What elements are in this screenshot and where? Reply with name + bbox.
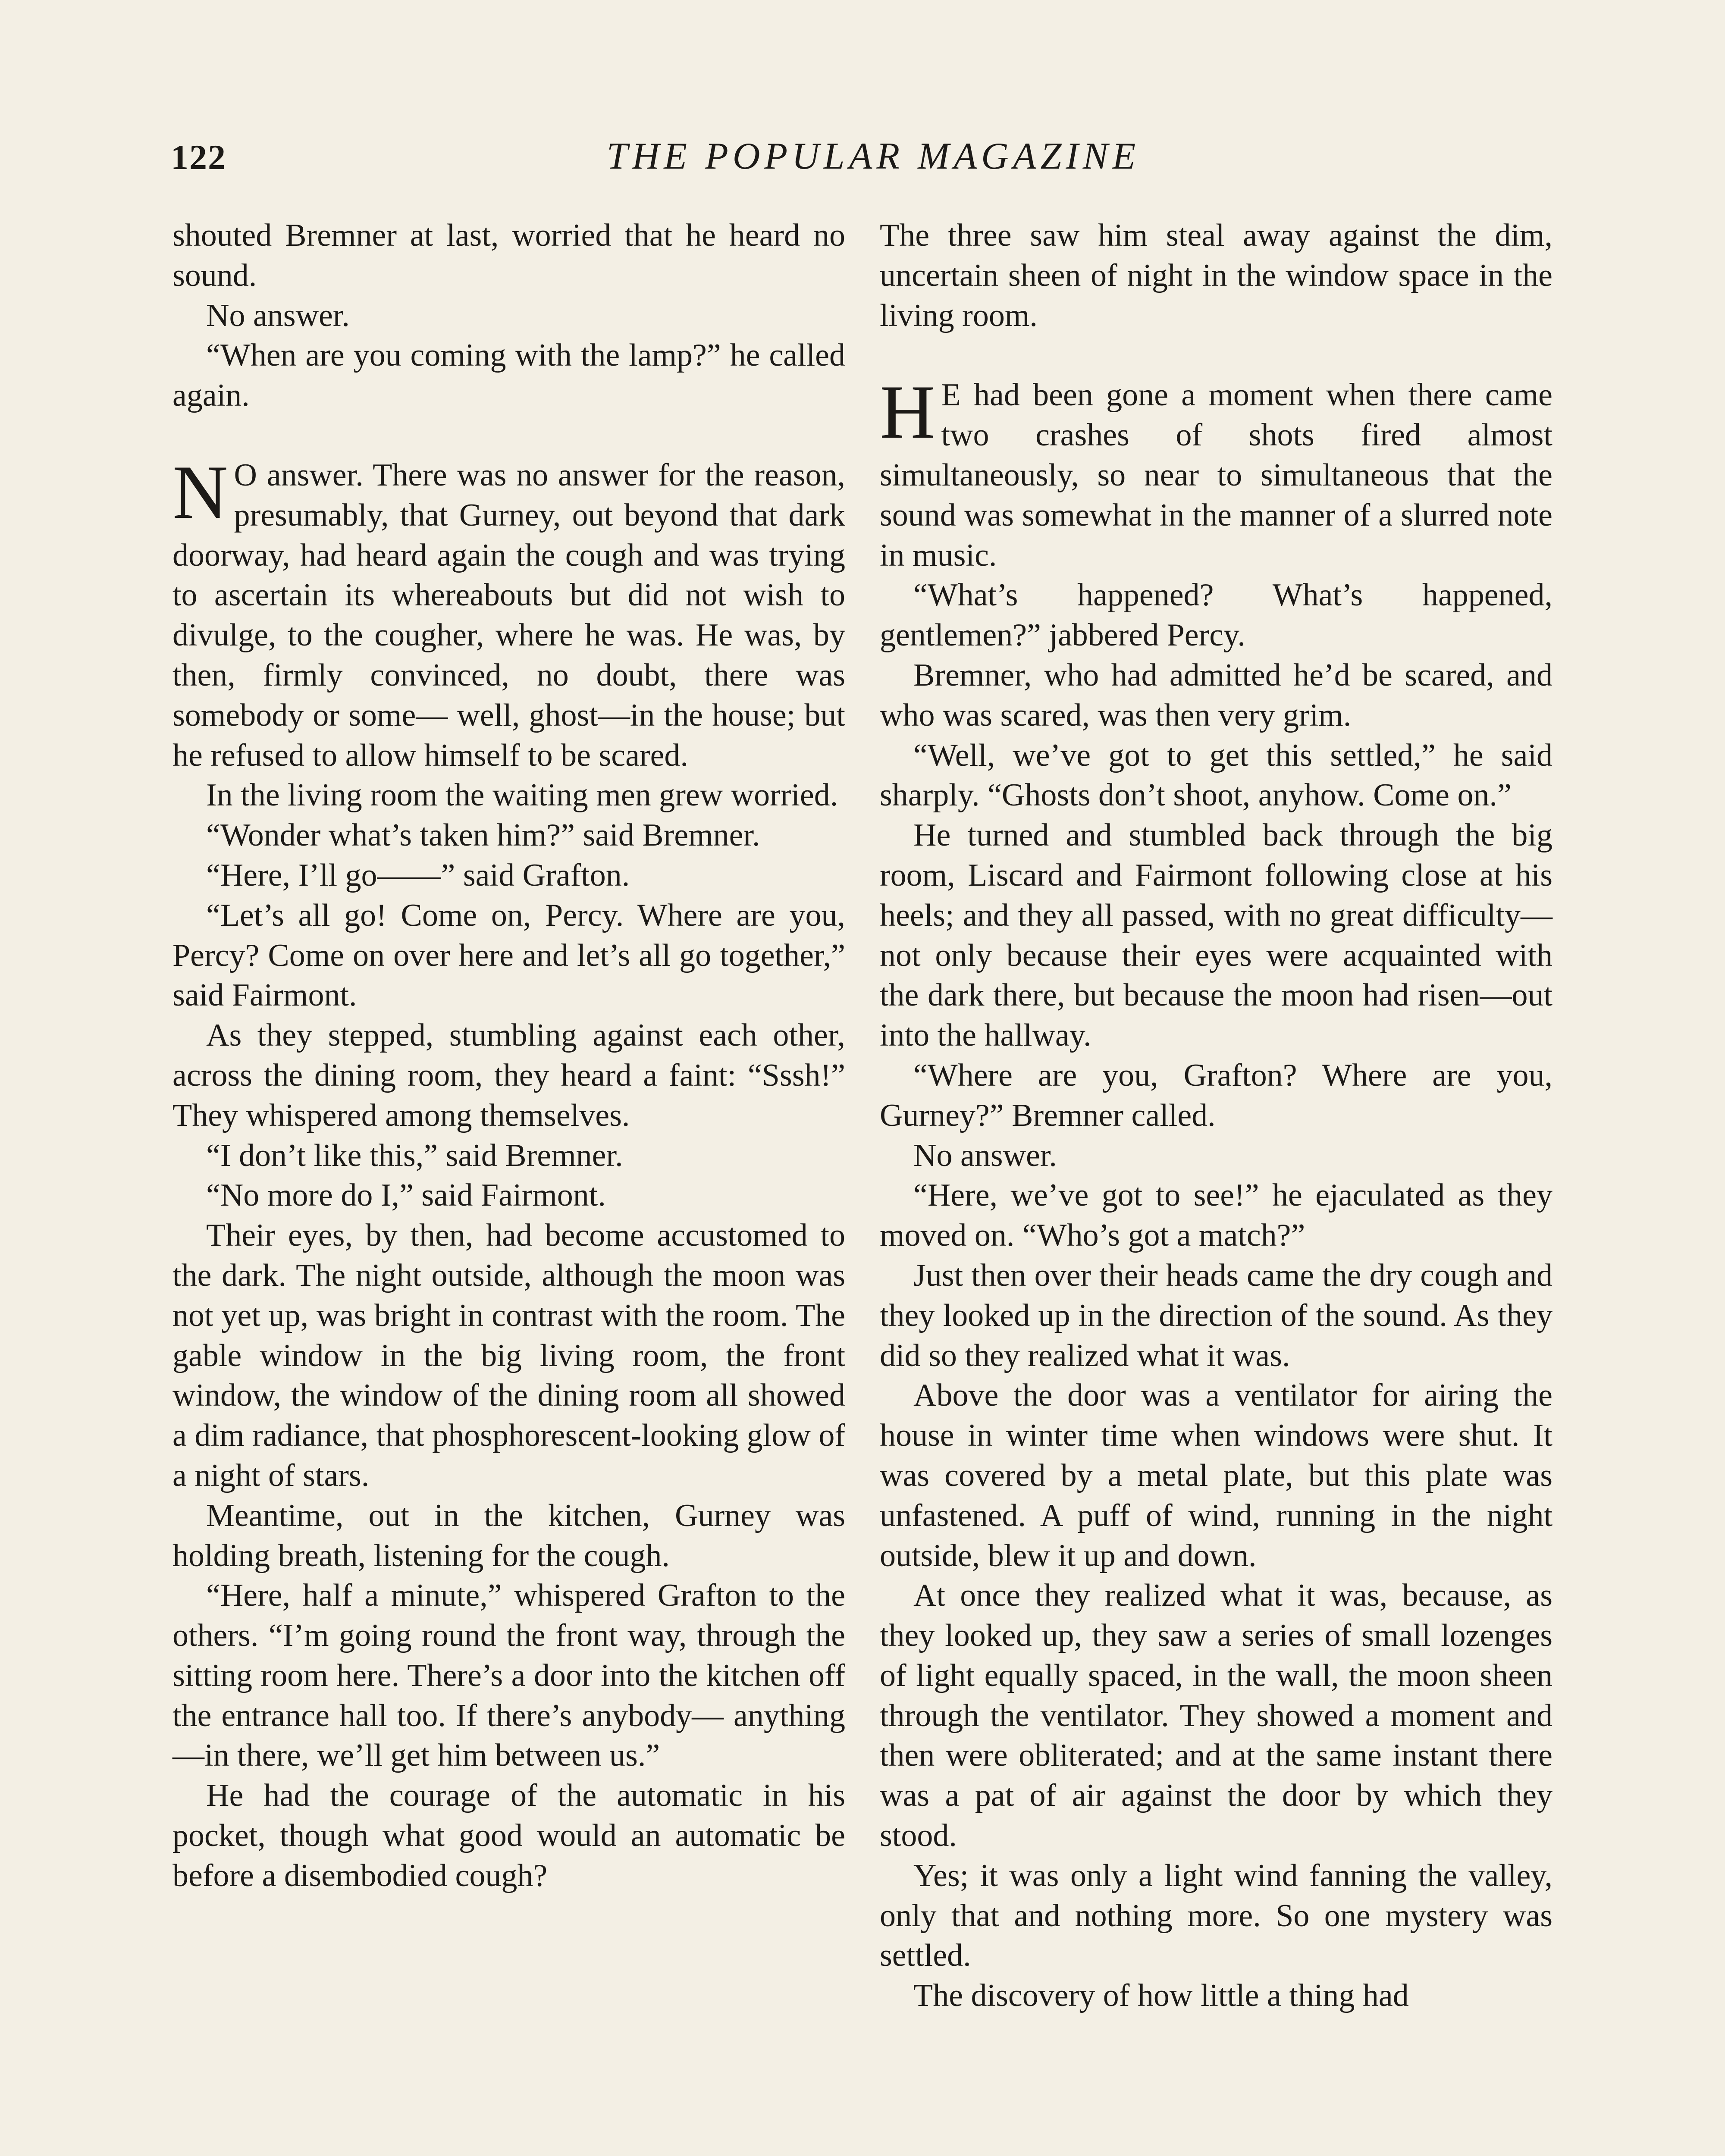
paragraph-text: E had been gone a moment when there came two crashes of shots fired almost simultaneously, so near to simultaneous that the sound was somewhat in the manner of a slurred note in music. (880, 377, 1552, 573)
paragraph: No answer. (206, 298, 350, 333)
paragraph: “No more do I,” said Fairmont. (206, 1178, 606, 1213)
page-number: 122 (171, 138, 226, 177)
paragraph: Above the door was a ventilator for airing the house in winter time when windows were shut. It was covered by a metal plate, but this plate was unfastened. A puff of wind, running in the night outside, blew it up and down. (880, 1378, 1552, 1573)
paragraph: He turned and stumbled back through the big room, Liscard and Fairmont following close at his heels; and they all passed, with no great difficulty—not only because their eyes were acquainted with the dark there, but because the moon had risen—out into the hallway. (880, 818, 1552, 1053)
paragraph-text: O answer. There was no answer for the reason, presumably, that Gurney, out beyond that dark doorway, had heard again the cough and was trying to ascertain its whereabouts but did not wish to divulge, to the cougher, where he was. He was, by then, firmly convinced, no doubt, there was somebody or some— well, ghost—in the house; but he refused to allow himself to be scared. (172, 457, 845, 773)
paragraph: “Here, I’ll go——” said Grafton. (206, 857, 630, 893)
paragraph: The three saw him steal away against the dim, uncertain sheen of night in the window space in the living room. (880, 218, 1552, 333)
dropcap-paragraph (172, 449, 845, 775)
paragraph: “I don’t like this,” said Bremner. (206, 1138, 623, 1173)
paragraph: “Wonder what’s taken him?” said Bremner. (206, 818, 760, 853)
paragraph: At once they realized what it was, because, as they looked up, they saw a series of small lozenges of light equally spaced, in the wall, the moon sheen through the ventilator. They showed a moment and then were obliterated; and at the same instant there was a pat of air against the door by which they stood. (880, 1578, 1552, 1854)
left-column (172, 216, 845, 1896)
paragraph: Yes; it was only a light wind fanning the valley, only that and nothing more. So one mystery was settled. (880, 1858, 1552, 1974)
paragraph: Just then over their heads came the dry cough and they looked up in the direction of the sound. As they did so they realized what it was. (880, 1257, 1552, 1373)
dropcap-paragraph (880, 369, 1552, 575)
paragraph: “Well, we’ve got to get this settled,” he said sharply. “Ghosts don’t shoot, anyhow. Come on.” (880, 737, 1552, 813)
paragraph: “Let’s all go! Come on, Percy. Where are you, Percy? Come on over here and let’s all go together,” said Fairmont. (172, 897, 845, 1013)
paragraph: Meantime, out in the kitchen, Gurney was holding breath, listening for the cough. (172, 1498, 845, 1573)
paragraph: The discovery of how little a thing had (913, 1978, 1409, 2014)
running-head: THE POPULAR MAGAZINE (606, 135, 1140, 177)
paragraph: No answer. (913, 1138, 1057, 1173)
drop-cap: N (172, 449, 228, 535)
paragraph: “Where are you, Grafton? Where are you, Gurney?” Bremner called. (880, 1057, 1552, 1133)
paragraph: As they stepped, stumbling against each other, across the dining room, they heard a faint: “Sssh!” They whispered among themselves. (172, 1018, 845, 1133)
paragraph: Bremner, who had admitted he’d be scared, and who was scared, was then very grim. (880, 657, 1552, 733)
paragraph: In the living room the waiting men grew worried. (206, 777, 838, 813)
drop-cap: H (880, 369, 935, 455)
paragraph: “Here, half a minute,” whispered Grafton to the others. “I’m going round the front way, through the sitting room here. There’s a door into the kitchen off the entrance hall too. If there’s anybody— anything—in there, we’ll get him between us.” (172, 1578, 845, 1774)
paragraph: “Here, we’ve got to see!” he ejaculated as they moved on. “Who’s got a match?” (880, 1178, 1552, 1253)
paragraph: Their eyes, by then, had become accustomed to the dark. The night outside, although the moon was not yet up, was bright in contrast with the room. The gable window in the big living room, the front window, the window of the dining room all showed a dim radiance, that phosphorescent-looking glow of a night of stars. (172, 1218, 845, 1493)
paragraph: “What’s happened? What’s happened, gentlemen?” jabbered Percy. (880, 577, 1552, 653)
paragraph: “When are you coming with the lamp?” he called again. (172, 338, 845, 414)
paragraph: He had the courage of the automatic in his pocket, though what good would an automatic be before a disembodied cough? (172, 1778, 845, 1893)
right-column (880, 216, 1552, 2016)
paragraph: shouted Bremner at last, worried that he heard no sound. (172, 218, 845, 293)
